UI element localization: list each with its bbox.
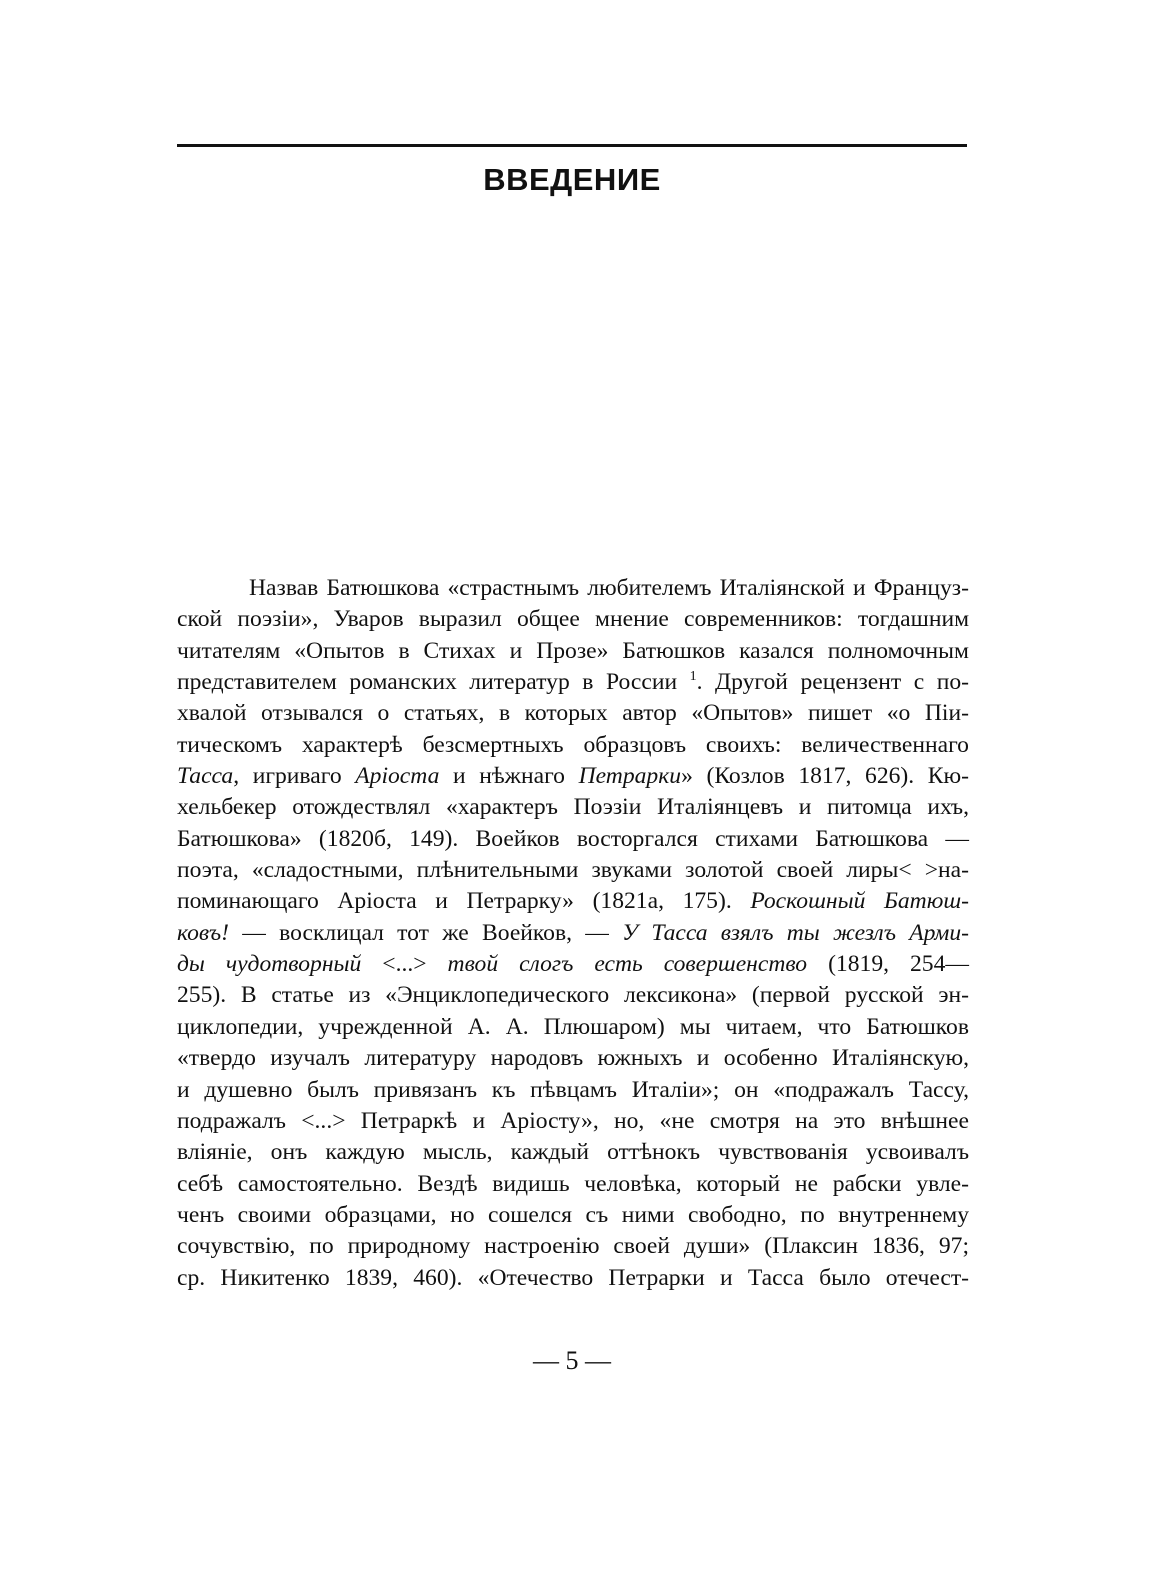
italic-quote: У Тасса взялъ ты жезлъ Арми- [622, 919, 969, 946]
italic-quote: ковъ! [177, 919, 229, 946]
text-segment: хвалой отзывался о статьях, в которых автор «Опытов» пишет «о Піи- [177, 700, 969, 727]
text-line [177, 1106, 969, 1137]
italic-quote: твой слогъ есть совершенство [447, 951, 808, 978]
text-segment: хельбекер отождествлял «характеръ Поэзіи Италіянцевъ и питомца ихъ, [177, 794, 969, 821]
text-line [177, 980, 969, 1011]
text-line [177, 855, 969, 886]
text-line [177, 1200, 969, 1231]
text-segment: 255). В статье из «Энциклопедического лексикона» (первой русской эн- [177, 982, 969, 1009]
text-line [177, 636, 969, 667]
text-line [177, 667, 969, 698]
text-line [177, 761, 969, 792]
page-number: — 5 — [533, 1346, 611, 1375]
body-paragraph [177, 573, 969, 1294]
text-segment: сочувствію, по природному настроенію своей души» (Плаксин 1836, 97; [177, 1233, 970, 1260]
text-line [177, 886, 969, 917]
text-segment: себѣ самостоятельно. Вездѣ видишь человѣка, который не рабски увле- [177, 1170, 970, 1197]
text-line [177, 918, 969, 949]
text-line [177, 573, 969, 604]
text-segment: ской поэзіи», Уваров выразил общее мнение современников: тогдашним [177, 606, 970, 633]
text-segment: <...> [361, 951, 448, 978]
text-segment: представителем романских литератур в России [177, 669, 690, 696]
text-segment: тическомъ характерѣ безсмертныхъ образцовъ своихъ: величественнаго [177, 731, 969, 758]
text-segment: циклопедии, учрежденной А. А. Плюшаром) мы читаем, что Батюшков [177, 1013, 969, 1040]
text-line [177, 1137, 969, 1168]
text-segment: вліяніе, онъ каждую мысль, каждый оттѣнокъ чувствованія усвоивалъ [177, 1139, 970, 1166]
italic-quote: ды чудотворный [177, 951, 362, 978]
text-line [177, 604, 969, 635]
text-segment: поэта, «сладостными, плѣнительными звуками золотой своей лиры< >на- [177, 857, 969, 884]
text-segment: (1819, 254— [807, 951, 969, 978]
text-segment: «твердо изучалъ литературу народовъ южныхъ и особенно Италіянскую, [177, 1045, 970, 1072]
text-segment: . Другой рецензент с по- [696, 669, 970, 696]
text-line [177, 824, 969, 855]
text-line [177, 730, 969, 761]
text-segment: , игриваго [233, 763, 356, 790]
text-segment: ср. Никитенко 1839, 460). «Отечество Петрарки и Тасса было отечест- [177, 1264, 970, 1291]
text-line [177, 1075, 969, 1106]
text-line [177, 792, 969, 823]
text-segment: — восклицал тот же Воейков, — [228, 919, 623, 946]
text-line [177, 1231, 969, 1262]
text-line [177, 1263, 969, 1294]
text-segment: подражалъ <...> Петраркѣ и Аріосту», но, «не смотря на это внѣшнее [177, 1107, 969, 1134]
text-segment: ченъ своими образцами, но сошелся съ ними свободно, по внутреннему [177, 1201, 970, 1228]
text-segment: Назвав Батюшкова «страстнымъ любителемъ Италіянской и Француз- [249, 575, 969, 601]
text-segment: и нѣжнаго [439, 763, 579, 790]
text-segment: » (Козлов 1817, 626). Кю- [681, 763, 969, 790]
text-segment: поминающаго Аріоста и Петрарку» (1821а, 175). [177, 888, 751, 915]
italic-quote: Аріоста [355, 763, 440, 790]
text-line [177, 1012, 969, 1043]
text-line [177, 1169, 969, 1200]
italic-quote: Роскошный Батюш- [750, 888, 970, 915]
italic-quote: Петрарки [578, 763, 682, 790]
chapter-title: ВВЕДЕНИЕ [483, 162, 661, 197]
header-rule [177, 144, 967, 147]
text-segment: и душевно былъ привязанъ къ пѣвцамъ Италіи»; он «подражалъ Тассу, [177, 1076, 970, 1103]
text-line [177, 1043, 969, 1074]
text-segment: читателям «Опытов в Стихах и Прозе» Батюшков казался полномочным [177, 637, 969, 664]
text-segment: Батюшкова» (1820б, 149). Воейков восторгался стихами Батюшкова — [177, 825, 969, 852]
italic-quote: Тасса [177, 763, 234, 790]
text-line [177, 949, 969, 980]
footnote-marker: 1 [689, 669, 697, 685]
text-line [177, 698, 969, 729]
